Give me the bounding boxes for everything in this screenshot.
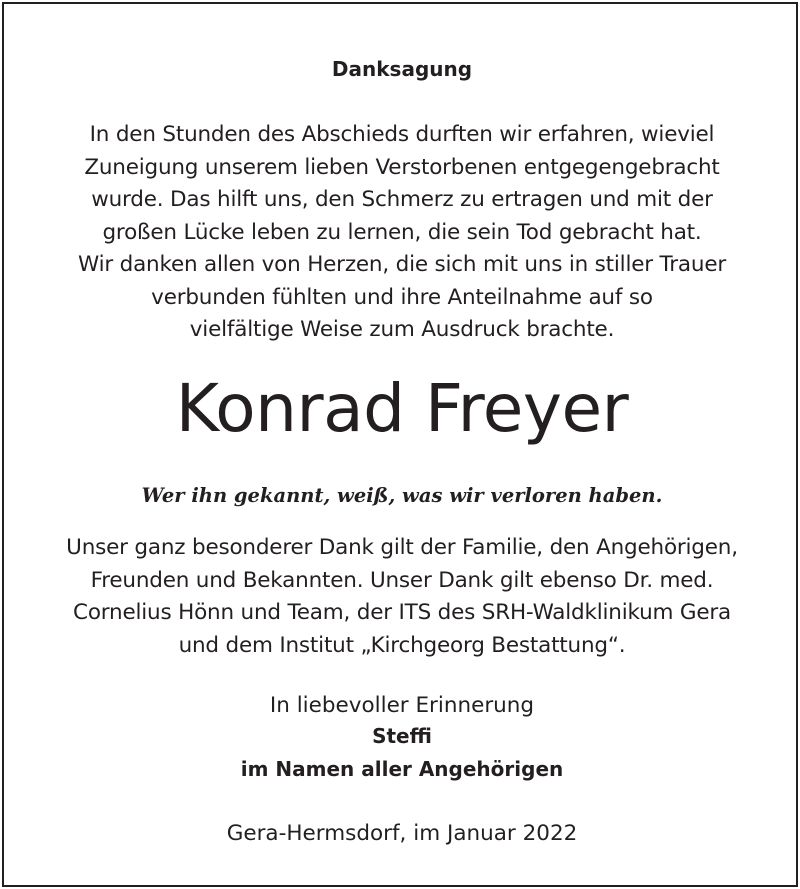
deceased-name: Konrad Freyer bbox=[175, 370, 629, 447]
intro-line: großen Lücke leben zu lernen, die sein Tod gebracht hat. bbox=[102, 219, 702, 245]
intro-line: Zuneigung unserem lieben Verstorbenen entgegengebracht bbox=[84, 154, 720, 180]
thanks-line: Cornelius Hönn und Team, der ITS des SRH-Waldklinikum Gera bbox=[73, 600, 731, 625]
thanks-line: Unser ganz besonderer Dank gilt der Familie, den Angehörigen, bbox=[66, 535, 738, 560]
closing-phrase: In liebevoller Erinnerung bbox=[269, 693, 535, 718]
intro-line: In den Stunden des Abschieds durften wir erfahren, wieviel bbox=[89, 122, 715, 147]
signer-family: im Namen aller Angehörigen bbox=[240, 757, 564, 781]
intro-paragraph bbox=[4, 119, 800, 347]
thanks-line: Freunden und Bekannten. Unser Dank gilt ebenso Dr. med. bbox=[90, 567, 714, 593]
intro-line: wurde. Das hilft uns, den Schmerz zu ertragen und mit der bbox=[91, 187, 713, 212]
thanks-paragraph bbox=[4, 532, 800, 662]
thanks-line: und dem Institut „Kirchgeorg Bestattung“. bbox=[178, 632, 626, 658]
notice-frame bbox=[2, 2, 798, 887]
intro-line: vielfältige Weise zum Ausdruck brachte. bbox=[189, 317, 615, 342]
signer-name: Steffi bbox=[372, 724, 432, 748]
notice-heading: Danksagung bbox=[331, 57, 473, 81]
memorial-motto: Wer ihn gekannt, weiß, was wir verloren haben. bbox=[141, 484, 663, 507]
intro-line: verbunden fühlten und ihre Anteilnahme auf so bbox=[151, 284, 653, 310]
place-and-date: Gera-Hermsdorf, im Januar 2022 bbox=[226, 821, 578, 846]
intro-line: Wir danken allen von Herzen, die sich mit uns in stiller Trauer bbox=[77, 252, 727, 277]
